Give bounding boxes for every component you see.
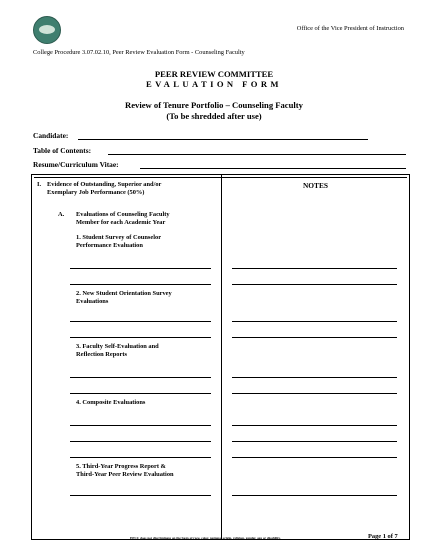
college-logo bbox=[33, 16, 61, 44]
item-1-line2: Performance Evaluation bbox=[76, 242, 143, 249]
notes-line[interactable] bbox=[232, 495, 397, 496]
office-title: Office of the Vice President of Instruction bbox=[296, 25, 404, 32]
notes-line[interactable] bbox=[232, 268, 397, 269]
item-2-write-line[interactable] bbox=[70, 337, 211, 338]
item-4-write-line[interactable] bbox=[70, 457, 211, 458]
resume-label: Resume/Curriculum Vitae: bbox=[33, 160, 119, 169]
item-2-write-line[interactable] bbox=[70, 321, 211, 322]
candidate-field[interactable] bbox=[78, 139, 368, 140]
candidate-label: Candidate: bbox=[33, 131, 69, 140]
item-3-line2: Reflection Reports bbox=[76, 351, 127, 358]
notes-line[interactable] bbox=[232, 284, 397, 285]
item-5-write-line[interactable] bbox=[70, 495, 211, 496]
item-4-write-line[interactable] bbox=[70, 425, 211, 426]
notes-line[interactable] bbox=[232, 321, 397, 322]
column-divider bbox=[221, 174, 222, 540]
subsection-line2: Member for each Academic Year bbox=[76, 219, 166, 226]
item-1-line1: 1. Student Survey of Counselor bbox=[76, 234, 162, 241]
nondiscrimination-statement: EPCC does not discriminate on the basis of race, color, national origin, religion, gender, age or disability. bbox=[130, 536, 281, 540]
subsection-letter: A. bbox=[58, 211, 65, 218]
section-heading-line1: Evidence of Outstanding, Superior and/or bbox=[47, 181, 162, 188]
section-heading-line2: Exemplary Job Performance (50%) bbox=[47, 189, 145, 196]
notes-line[interactable] bbox=[232, 457, 397, 458]
notes-heading: NOTES bbox=[302, 181, 329, 190]
procedure-line: College Procedure 3.07.02.10, Peer Review Evaluation Form - Counseling Faculty bbox=[33, 49, 245, 56]
notes-line[interactable] bbox=[232, 425, 397, 426]
toc-field[interactable] bbox=[108, 154, 406, 155]
shred-note: (To be shredded after use) bbox=[166, 111, 262, 121]
form-title: EVALUATION FORM bbox=[146, 79, 282, 89]
item-5-line1: 5. Third-Year Progress Report & bbox=[76, 463, 166, 470]
notes-line[interactable] bbox=[232, 441, 397, 442]
notes-line[interactable] bbox=[232, 337, 397, 338]
committee-title: PEER REVIEW COMMITTEE bbox=[154, 69, 274, 79]
toc-label: Table of Contents: bbox=[33, 146, 92, 155]
subsection-line1: Evaluations of Counseling Faculty bbox=[76, 211, 170, 218]
item-2-line2: Evaluations bbox=[76, 298, 109, 305]
item-3-write-line[interactable] bbox=[70, 377, 211, 378]
review-title: Review of Tenure Portfolio – Counseling Faculty bbox=[125, 100, 303, 110]
item-3-write-line[interactable] bbox=[70, 393, 211, 394]
item-4-line1: 4. Composite Evaluations bbox=[76, 399, 146, 406]
item-1-write-line[interactable] bbox=[70, 268, 211, 269]
resume-field[interactable] bbox=[140, 168, 406, 169]
notes-line[interactable] bbox=[232, 393, 397, 394]
section-numeral: I. bbox=[37, 181, 42, 188]
item-5-line2: Third-Year Peer Review Evaluation bbox=[76, 471, 174, 478]
item-3-line1: 3. Faculty Self-Evaluation and bbox=[76, 343, 159, 350]
item-1-write-line[interactable] bbox=[70, 284, 211, 285]
page-number: Page 1 of 7 bbox=[368, 533, 398, 540]
notes-line[interactable] bbox=[232, 377, 397, 378]
item-4-write-line[interactable] bbox=[70, 441, 211, 442]
item-2-line1: 2. New Student Orientation Survey bbox=[76, 290, 172, 297]
